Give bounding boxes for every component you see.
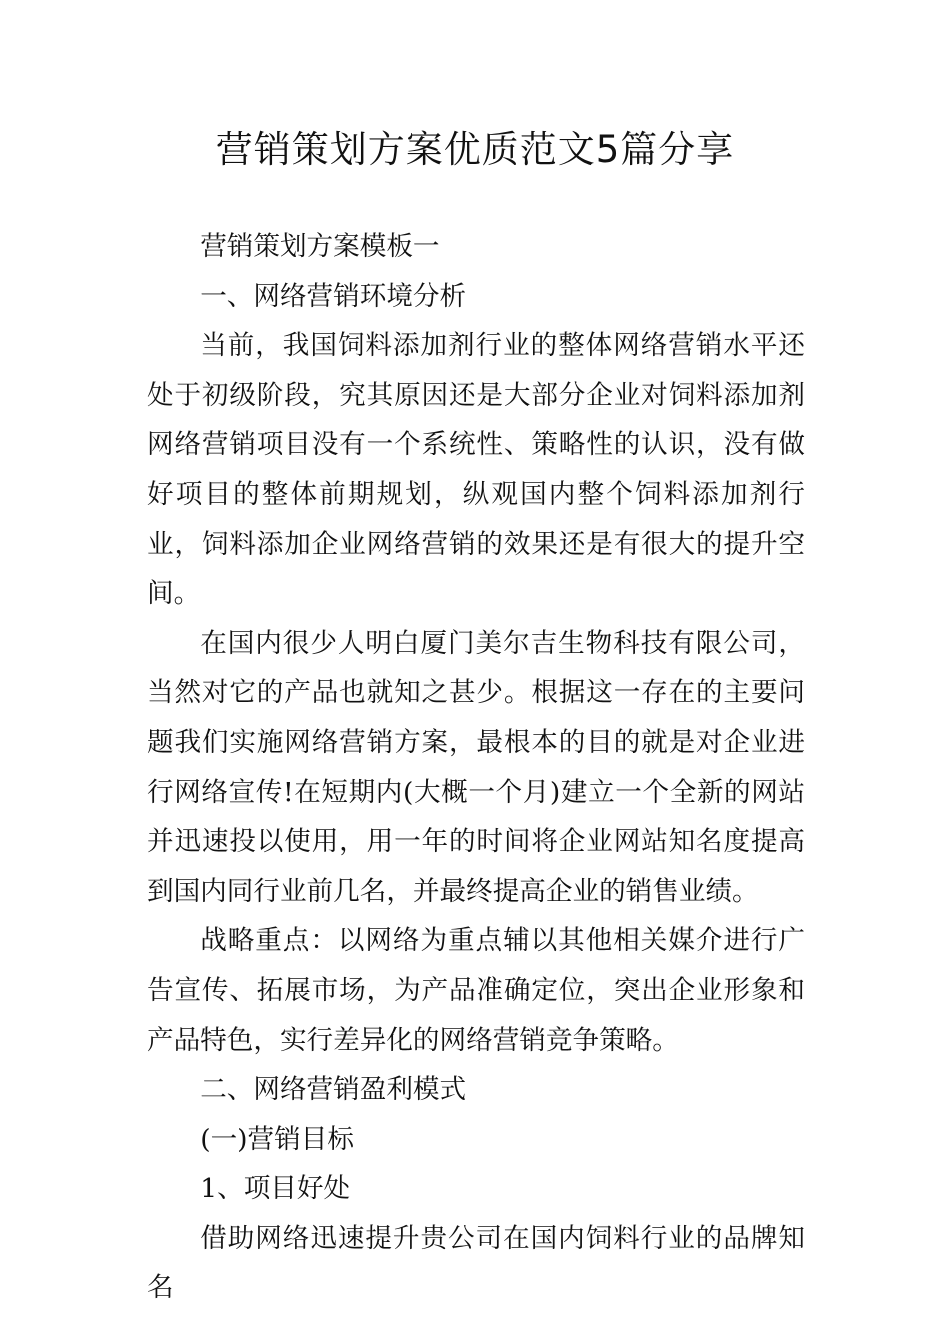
paragraph-template-heading: 营销策划方案模板一 <box>200 231 440 262</box>
section-heading-profit-model: 二、网络营销盈利模式 <box>200 1074 467 1106</box>
subheading-marketing-goals: (一)营销目标 <box>200 1123 354 1155</box>
document-title: 营销策划方案优质范文5篇分享 <box>215 128 735 171</box>
paragraph-current-situation: 当前，我国饲料添加剂行业的整体网络营销水平还处于初级阶段，究其原因还是大部分企业对饲料添加剂网络营销项目没有一个系统性、策略性的认识，没有做好项目的整体前期规划，纵观国内整个饲料添加剂行业，饲料添加企业网络营销的效果还是有很大的提升空间。 <box>147 330 805 610</box>
subheading-project-benefits: 1、项目好处 <box>200 1173 351 1205</box>
paragraph-strategy-focus: 战略重点：以网络为重点辅以其他相关媒介进行广告宣传、拓展市场，为产品准确定位，突出企业形象和产品特色，实行差异化的网络营销竞争策略。 <box>147 925 805 1056</box>
paragraph-brand-awareness: 借助网络迅速提升贵公司在国内饲料行业的品牌知名 <box>147 1222 805 1304</box>
section-heading-environment-analysis: 一、网络营销环境分析 <box>200 280 467 312</box>
paragraph-company-awareness: 在国内很少人明白厦门美尔吉生物科技有限公司，当然对它的产品也就知之甚少。根据这一存在的主要问题我们实施网络营销方案，最根本的目的就是对企业进行网络宣传!在短期内(大概一个月)建立一个全新的网站并迅速投以使用，用一年的时间将企业网站知名度提高到国内同行业前几名，并最终提高企业的销售业绩。 <box>147 627 805 907</box>
document-body <box>147 222 805 1313</box>
